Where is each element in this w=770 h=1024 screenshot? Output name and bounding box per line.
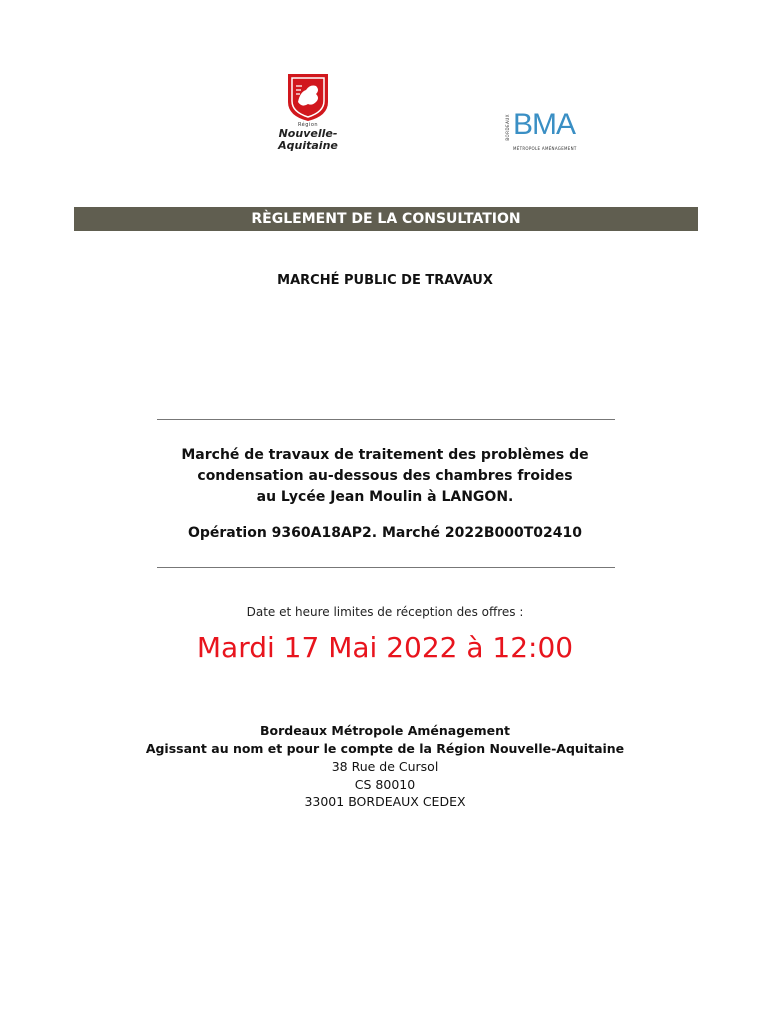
address-cs: CS 80010 <box>354 777 416 792</box>
document-subtitle: MARCHÉ PUBLIC DE TRAVAUX <box>277 273 493 288</box>
address-organization: Bordeaux Métropole Aménagement <box>259 723 511 738</box>
operation-reference: Opération 9360A18AP2. Marché 2022B000T02410 <box>187 525 583 541</box>
bma-logo <box>503 108 579 156</box>
bma-logo-subtext: MÉTROPOLE AMÉNAGEMENT <box>513 146 577 151</box>
object-line-1: Marché de travaux de traitement des problèmes de <box>181 447 589 463</box>
region-logo-name-line1: Nouvelle- <box>278 127 338 140</box>
lion-shield-icon <box>286 72 330 122</box>
document-title-banner: RÈGLEMENT DE LA CONSULTATION <box>74 207 698 231</box>
address-street: 38 Rue de Cursol <box>331 759 439 774</box>
divider-bottom <box>157 567 615 568</box>
object-line-3: au Lycée Jean Moulin à LANGON. <box>256 489 514 505</box>
deadline-value: Mardi 17 Mai 2022 à 12:00 <box>196 631 574 664</box>
bma-logo-letters: BMA <box>513 108 576 141</box>
address-city: 33001 BORDEAUX CEDEX <box>304 794 466 809</box>
deadline-label: Date et heure limites de réception des offres : <box>246 605 524 619</box>
divider-top <box>157 419 615 420</box>
object-line-2: condensation au-dessous des chambres froides <box>197 468 573 484</box>
region-logo-small-label: Région <box>297 122 319 128</box>
bma-logo-vertical-text: BORDEAUX <box>505 114 510 141</box>
address-mandate: Agissant au nom et pour le compte de la Région Nouvelle-Aquitaine <box>145 741 625 756</box>
region-nouvelle-aquitaine-logo <box>268 72 348 164</box>
region-logo-name-line2: Aquitaine <box>278 139 338 152</box>
region-logo-name <box>268 128 348 152</box>
